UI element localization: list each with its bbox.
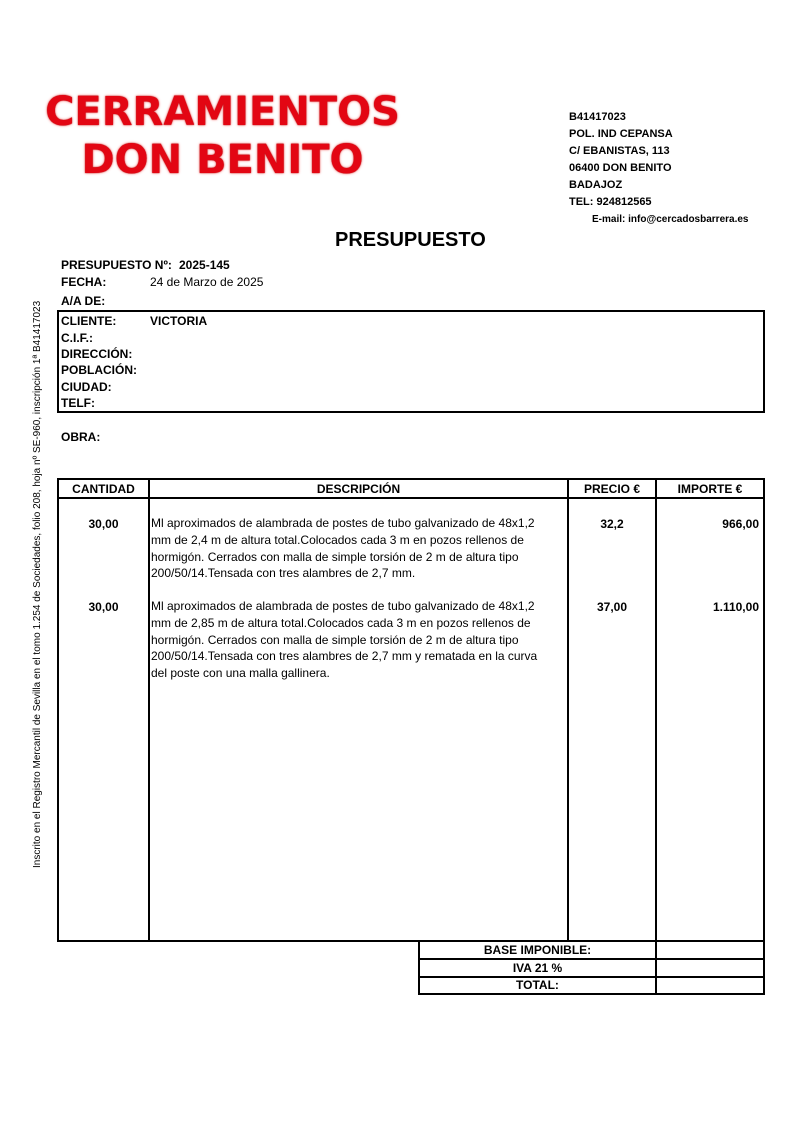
col-divider-2 bbox=[567, 480, 569, 940]
company-address-1: POL. IND CEPANSA bbox=[569, 128, 673, 140]
total-label: TOTAL: bbox=[516, 978, 559, 992]
client-box bbox=[57, 310, 765, 413]
row-2-amount: 1.110,00 bbox=[712, 600, 759, 614]
row-2-price: 37,00 bbox=[596, 600, 628, 614]
client-cif-label: C.I.F.: bbox=[61, 331, 93, 345]
row-1-description: Ml aproximados de alambrada de postes de tubo galvanizado de 48x1,2 mm de 2,4 m de altura total.Colocados cada 3 m en pozos rellenos de hormigón. Cerrados con malla de simple torsión de 2 m de altura tipo 200/50/14.Tensada con tres alambres de 2,7 mm. bbox=[151, 516, 535, 581]
client-town-label: POBLACIÓN: bbox=[61, 363, 137, 377]
client-name: VICTORIA bbox=[150, 314, 208, 328]
row-1-amount: 966,00 bbox=[722, 517, 759, 531]
company-phone: TEL: 924812565 bbox=[569, 196, 652, 208]
company-logo bbox=[40, 88, 405, 184]
items-table bbox=[57, 478, 765, 942]
client-address-label: DIRECCIÓN: bbox=[61, 347, 133, 361]
registry-side-text: Inscrito en el Registro Mercantil de Sevilla en el tomo 1.254 de Sociedades, folio 208, hoja nº SE-960, inscripción 1ª B41417023 bbox=[32, 300, 43, 868]
header-amount: IMPORTE € bbox=[677, 482, 743, 496]
totals-col-divider bbox=[655, 942, 657, 993]
company-address-2: C/ EBANISTAS, 113 bbox=[569, 145, 670, 157]
company-cif: B41417023 bbox=[569, 111, 626, 123]
company-info bbox=[569, 109, 673, 211]
header-qty: CANTIDAD bbox=[72, 482, 135, 496]
row-2-qty: 30,00 bbox=[88, 600, 119, 614]
client-name-label: CLIENTE: bbox=[61, 314, 117, 328]
header-price: PRECIO € bbox=[583, 482, 640, 496]
company-address-3: 06400 DON BENITO bbox=[569, 162, 672, 174]
totals-box bbox=[418, 940, 765, 995]
col-divider-1 bbox=[148, 480, 150, 940]
logo-line-1: CERRAMIENTOS bbox=[45, 89, 400, 135]
client-phone-label: TELF: bbox=[61, 396, 95, 410]
row-1-qty: 30,00 bbox=[88, 517, 119, 531]
logo-line-2: DON BENITO bbox=[81, 137, 364, 183]
iva-label: IVA 21 % bbox=[512, 961, 563, 975]
col-divider-3 bbox=[655, 480, 657, 940]
client-city-label: CIUDAD: bbox=[61, 380, 112, 394]
company-province: BADAJOZ bbox=[569, 179, 623, 191]
attn-label: A/A DE: bbox=[61, 294, 106, 308]
date-label: FECHA: bbox=[61, 275, 107, 289]
quote-date: 24 de Marzo de 2025 bbox=[150, 275, 264, 289]
quote-number-label: PRESUPUESTO Nº: bbox=[61, 258, 172, 272]
company-email: E-mail: info@cercadosbarrera.es bbox=[592, 214, 749, 225]
row-2-description: Ml aproximados de alambrada de postes de tubo galvanizado de 48x1,2 mm de 2,85 m de altura total.Colocados cada 3 m en pozos rellenos de hormigón. Cerrados con malla de simple torsión de 2 m de altura tipo 200/50/14.Tensada con tres alambres de 2,7 mm y rematada en la curva del poste con una malla gallinera. bbox=[151, 599, 538, 681]
header-desc: DESCRIPCIÓN bbox=[316, 482, 401, 496]
quote-number: 2025-145 bbox=[179, 258, 230, 272]
row-1-price: 32,2 bbox=[600, 517, 624, 531]
base-label: BASE IMPONIBLE: bbox=[483, 943, 592, 957]
obra-label: OBRA: bbox=[61, 430, 101, 444]
page-title: PRESUPUESTO bbox=[335, 229, 486, 251]
